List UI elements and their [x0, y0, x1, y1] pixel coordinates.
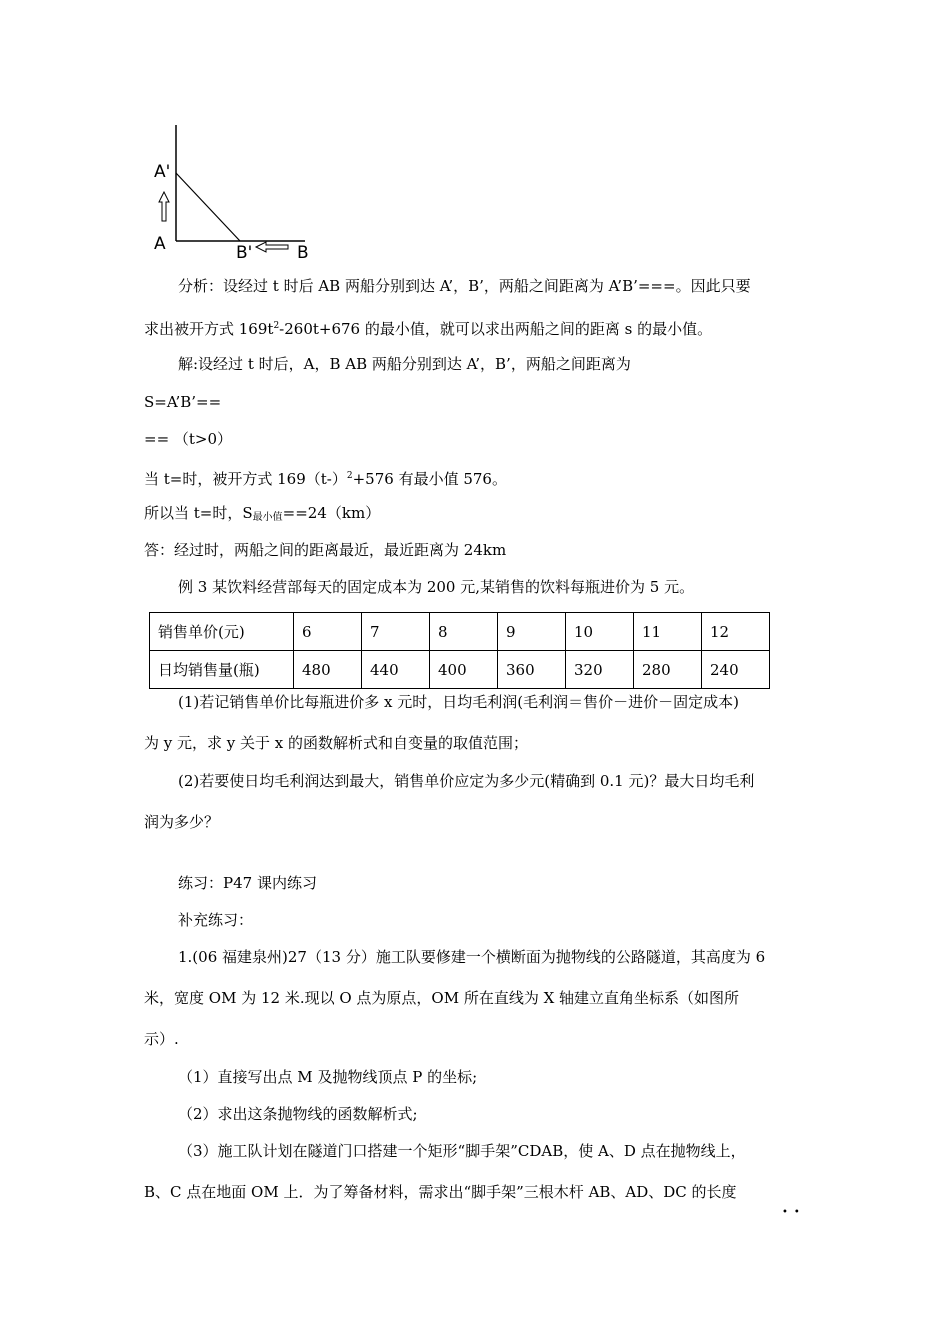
analysis-line-1: 分析：设经过 t 时后 AB 两船分别到达 A’，B’，两船之间距离为 A’B’===。因此只要: [178, 277, 751, 295]
table-cell: 240: [702, 651, 770, 689]
when-line: [144, 466, 507, 489]
exercise1-line-2: 米，宽度 OM 为 12 米.现以 O 点为原点，OM 所在直线为 X 轴建立直角坐标系（如图所: [144, 989, 740, 1007]
label-a: A: [154, 234, 166, 254]
superscript: 2: [346, 471, 353, 481]
subscript: 最小值: [252, 512, 283, 523]
table-cell: 10: [566, 613, 634, 651]
table-row: [150, 613, 770, 651]
table-cell: 400: [430, 651, 498, 689]
question2-line-1: (2)若要使日均毛利润达到最大，销售单价应定为多少元(精确到 0.1 元)？最大日均毛利: [178, 772, 755, 790]
analysis-line-2: [144, 316, 712, 339]
question1-line-1: (1)若记销售单价比每瓶进价多 x 元时，日均毛利润(毛利润＝售价－进价－固定成本): [178, 693, 739, 711]
superscript: 2: [273, 321, 280, 331]
when-text-pre: 当 t=时，被开方式 169（t-）: [144, 470, 347, 488]
exercise1-line-3: 示）.: [144, 1030, 179, 1048]
exercise1-line-1: 1.(06 福建泉州)27（13 分）施工队要修建一个横断面为抛物线的公路隧道，其高度为 6: [178, 948, 766, 966]
table-cell: 320: [566, 651, 634, 689]
analysis-text-pre: 求出被开方式 169t: [144, 320, 274, 338]
table-cell: 7: [362, 613, 430, 651]
when-text-post: +576 有最小值 576。: [352, 470, 507, 488]
table-cell: 280: [634, 651, 702, 689]
question2-line-2: 润为多少？: [144, 813, 220, 831]
solution-line-3: == （t>0）: [144, 430, 233, 448]
ships-diagram: [150, 120, 320, 265]
table-header-cell: 销售单价(元): [150, 613, 294, 651]
table-cell: 12: [702, 613, 770, 651]
table-cell: 9: [498, 613, 566, 651]
supplement-line: 补充练习：: [178, 911, 254, 929]
sales-table: [149, 612, 770, 689]
so-text-pre: 所以当 t=时，S: [144, 504, 253, 522]
label-b-prime: B': [236, 243, 253, 263]
question1-line-2: 为 y 元，求 y 关于 x 的函数解析式和自变量的取值范围；: [144, 734, 529, 752]
table-cell: 480: [294, 651, 362, 689]
so-text-post: ==24（km）: [282, 504, 381, 522]
emphasis-dots: ••: [782, 1207, 806, 1218]
distance-line: [176, 173, 240, 241]
table-cell: 8: [430, 613, 498, 651]
exercise1-question3-line-2: B、C 点在地面 OM 上．为了筹备材料，需求出“脚手架”三根木杆 AB、AD、DC 的长度: [144, 1183, 737, 1201]
table-cell: 6: [294, 613, 362, 651]
left-arrow-icon: [256, 242, 288, 252]
table-cell: 360: [498, 651, 566, 689]
label-a-prime: A': [154, 162, 171, 182]
table-row: [150, 651, 770, 689]
solution-line-1: 解:设经过 t 时后，A，B AB 两船分别到达 A’，B’，两船之间距离为: [178, 355, 631, 373]
exercise1-question1: （1）直接写出点 M 及抛物线顶点 P 的坐标;: [178, 1068, 478, 1086]
analysis-text-post: -260t+676 的最小值，就可以求出两船之间的距离 s 的最小值。: [279, 320, 713, 338]
practice-line: 练习：P47 课内练习: [178, 874, 317, 892]
table-cell: 440: [362, 651, 430, 689]
table-cell: 11: [634, 613, 702, 651]
so-line: [144, 503, 380, 528]
table-header-cell: 日均销售量(瓶): [150, 651, 294, 689]
answer-line: 答：经过时，两船之间的距离最近，最近距离为 24km: [144, 541, 507, 559]
exercise1-question3-line-1: （3）施工队计划在隧道门口搭建一个矩形“脚手架”CDAB，使 A、D 点在抛物线上，: [178, 1142, 746, 1160]
solution-line-2: S=A’B’==: [144, 393, 222, 411]
example3-line: 例 3 某饮料经营部每天的固定成本为 200 元,某销售的饮料每瓶进价为 5 元。: [178, 578, 695, 596]
label-b: B: [297, 243, 309, 263]
exercise1-question2: （2）求出这条抛物线的函数解析式;: [178, 1105, 418, 1123]
up-arrow-icon: [159, 192, 169, 221]
